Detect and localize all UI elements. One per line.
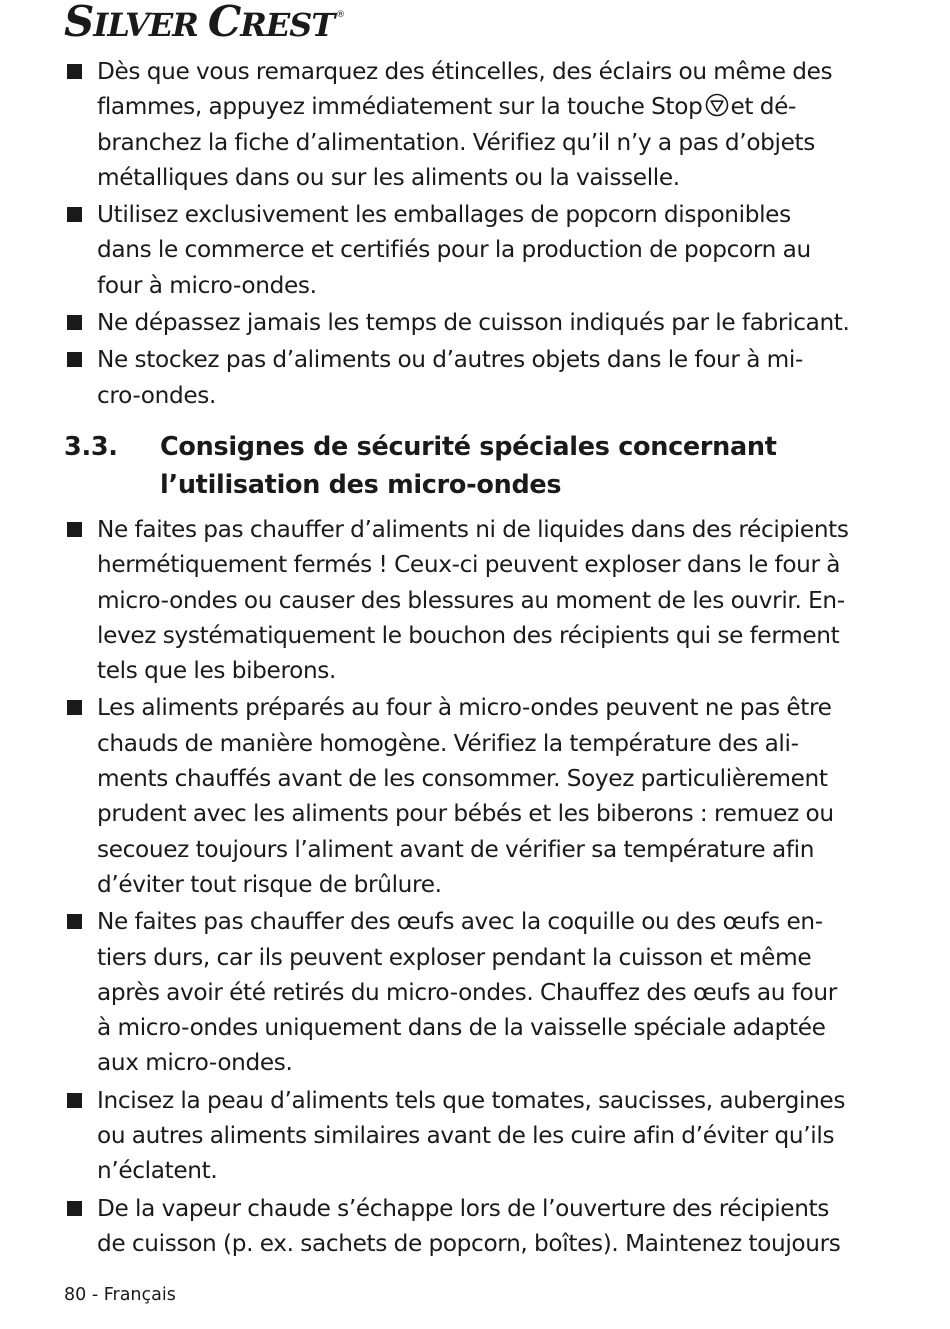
text-line: à micro-ondes uniquement dans de la vaisselle spéciale adaptée [97, 1014, 826, 1042]
text-fragment: et dé- [730, 93, 797, 121]
list-item [64, 197, 864, 303]
list-item [64, 54, 864, 195]
text-line: Ne stockez pas d’aliments ou d’autres objets dans le four à mi- [97, 346, 804, 374]
list-item [64, 512, 864, 688]
brand-letters: ILVER [93, 6, 198, 44]
safety-list-microwave [64, 512, 864, 1261]
bullet-square-icon [67, 914, 82, 929]
list-item [64, 1191, 864, 1262]
text-line: dans le commerce et certifiés pour la production de popcorn au [97, 236, 811, 264]
list-item [64, 690, 864, 902]
text-line: cro-ondes. [97, 381, 217, 409]
bullet-square-icon [67, 700, 82, 715]
section-title-line-1: Consignes de sécurité spéciales concernant [160, 432, 777, 462]
text-line-with-icon [97, 89, 864, 124]
bullet-square-icon [67, 315, 82, 330]
text-line: Utilisez exclusivement les emballages de popcorn disponibles [97, 201, 791, 229]
bullet-square-icon [67, 1201, 82, 1216]
text-line: Ne dépassez jamais les temps de cuisson indiqués par le fabricant. [97, 309, 850, 337]
brand-logo [64, 0, 344, 44]
list-item [64, 342, 864, 413]
text-line: De la vapeur chaude s’échappe lors de l’ouverture des récipients [97, 1194, 830, 1222]
text-line: Dès que vous remarquez des étincelles, des éclairs ou même des [97, 58, 833, 85]
text-line: ou autres aliments similaires avant de les cuire afin d’éviter qu’ils [97, 1122, 835, 1150]
text-line: de cuisson (p. ex. sachets de popcorn, boîtes). Maintenez toujours [97, 1229, 841, 1257]
safety-list-general [64, 54, 864, 413]
text-line: branchez la fiche d’alimentation. Vérifiez qu’il n’y a pas d’objets [97, 128, 816, 156]
text-line: Les aliments préparés au four à micro-ondes peuvent ne pas être [97, 694, 832, 722]
text-line: chauds de manière homogène. Vérifiez la température des ali- [97, 729, 799, 757]
bullet-square-icon [67, 1093, 82, 1108]
bullet-square-icon [67, 352, 82, 367]
text-line: Incisez la peau d’aliments tels que tomates, saucisses, aubergines [97, 1086, 846, 1114]
bullet-square-icon [67, 522, 82, 537]
text-line: aux micro-ondes. [97, 1049, 293, 1077]
section-title-line-2: l’utilisation des micro-ondes [160, 470, 562, 500]
stop-icon [705, 93, 729, 117]
section-number: 3.3. [64, 432, 118, 462]
text-line: ments chauffés avant de les consommer. Soyez particulièrement [97, 765, 828, 793]
brand-letter: C [207, 0, 241, 46]
bullet-square-icon [67, 64, 82, 79]
brand-letters: REST [240, 6, 335, 44]
text-line: levez systématiquement le bouchon des récipients qui se ferment [97, 621, 840, 649]
list-item [64, 904, 864, 1080]
brand-letter: S [64, 0, 94, 46]
list-item [64, 1083, 864, 1189]
text-line: tels que les biberons. [97, 657, 337, 685]
text-line: Ne faites pas chauffer des œufs avec la coquille ou des œufs en- [97, 908, 823, 936]
registered-mark: ® [336, 10, 345, 20]
text-line: hermétiquement fermés ! Ceux-ci peuvent exploser dans le four à [97, 551, 841, 579]
bullet-square-icon [67, 207, 82, 222]
list-item [64, 305, 864, 340]
page-footer: 80 - Français [64, 1285, 176, 1305]
text-line: secouez toujours l’aliment avant de vérifier sa température afin [97, 835, 815, 863]
text-line: Ne faites pas chauffer d’aliments ni de liquides dans des récipients [97, 516, 849, 543]
text-line: micro-ondes ou causer des blessures au moment de les ouvrir. En- [97, 586, 845, 614]
text-line: métalliques dans ou sur les aliments ou la vaisselle. [97, 163, 680, 191]
text-fragment: flammes, appuyez immédiatement sur la touche Stop [97, 93, 703, 121]
text-line: prudent avec les aliments pour bébés et les biberons : remuez ou [97, 800, 834, 828]
text-line: tiers durs, car ils peuvent exploser pendant la cuisson et même [97, 943, 812, 971]
text-line: n’éclatent. [97, 1157, 218, 1185]
text-line: d’éviter tout risque de brûlure. [97, 870, 442, 898]
text-line: après avoir été retirés du micro-ondes. Chauffez des œufs au four [97, 978, 837, 1006]
text-line: four à micro-ondes. [97, 271, 317, 299]
